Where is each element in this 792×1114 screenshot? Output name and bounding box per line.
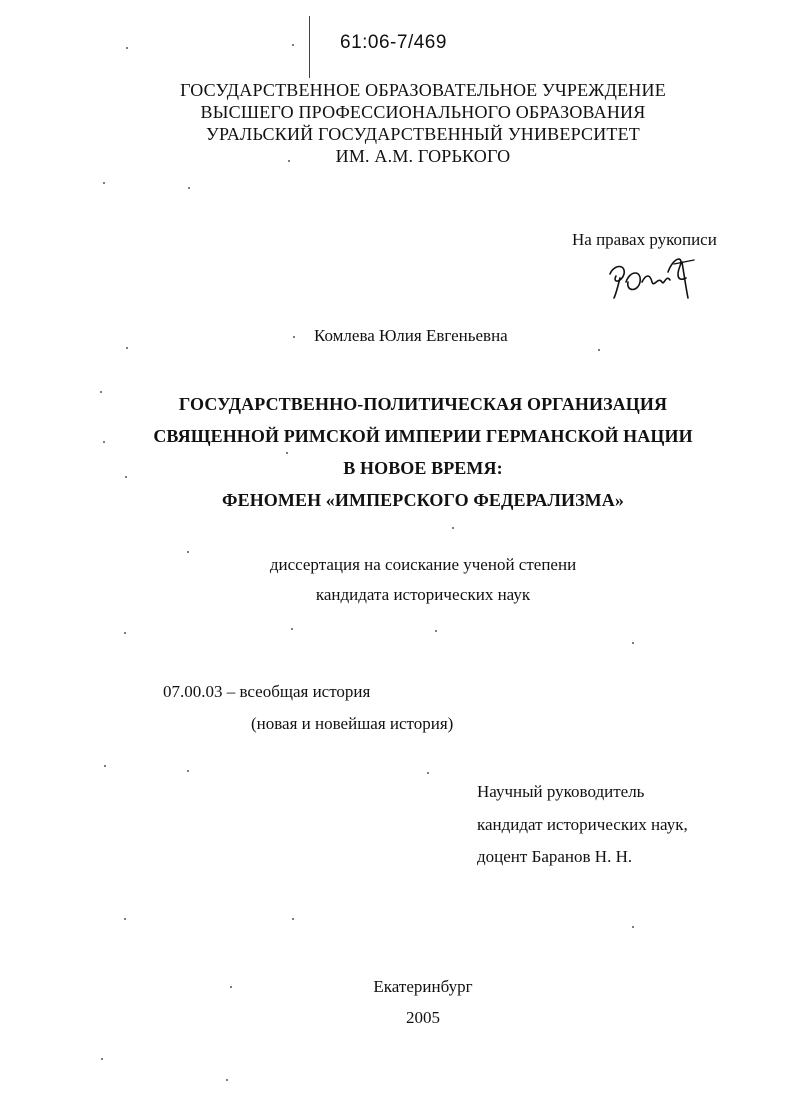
footer [0,971,792,1033]
scan-speck [291,628,293,630]
scan-speck [126,347,128,349]
scan-speck [104,765,106,767]
scan-speck [188,187,190,189]
title-line: ГОСУДАРСТВЕННО-ПОЛИТИЧЕСКАЯ ОРГАНИЗАЦИЯ [178,394,668,414]
institution-header [0,79,792,167]
scan-speck [226,1079,228,1081]
manuscript-note: На правах рукописи [572,230,717,249]
scan-speck [288,160,290,162]
title-line: ФЕНОМЕН «ИМПЕРСКОГО ФЕДЕРАЛИЗМА» [222,490,624,510]
scan-speck [435,630,437,632]
registry-number: 61:06-7/469 [340,32,447,53]
scan-speck [598,349,600,351]
dissertation-title [0,388,792,516]
scan-speck [293,336,295,338]
scan-speck [125,476,127,478]
degree-statement [0,550,792,610]
scan-speck [187,770,189,772]
scan-speck [100,391,102,393]
footer-city: Екатеринбург [373,977,473,996]
scan-speck [632,926,634,928]
degree-line: диссертация на соискание ученой степени [269,555,577,574]
institution-line: ИМ. А.М. ГОРЬКОГО [335,146,511,166]
footer-year: 2005 [406,1008,440,1027]
institution-line: ВЫСШЕГО ПРОФЕССИОНАЛЬНОГО ОБРАЗОВАНИЯ [200,102,646,122]
top-rule [309,16,310,78]
scan-speck [103,182,105,184]
scan-speck [292,918,294,920]
scan-speck [230,986,232,988]
scan-speck [101,1058,103,1060]
institution-line: УРАЛЬСКИЙ ГОСУДАРСТВЕННЫЙ УНИВЕРСИТЕТ [206,124,640,144]
degree-line: кандидата исторических наук [315,585,531,604]
title-line: СВЯЩЕННОЙ РИМСКОЙ ИМПЕРИИ ГЕРМАНСКОЙ НАЦИИ [153,426,693,446]
scan-speck [632,642,634,644]
institution-line: ГОСУДАРСТВЕННОЕ ОБРАЗОВАТЕЛЬНОЕ УЧРЕЖДЕНИЕ [180,80,666,100]
scan-speck [124,918,126,920]
handwritten-signature [604,252,700,302]
supervisor-line: доцент Баранов Н. Н. [477,847,633,866]
scan-speck [292,44,294,46]
scan-speck [126,47,128,49]
supervisor-line: Научный руководитель [477,782,645,801]
specialty-subtitle: (новая и новейшая история) [251,714,454,733]
scan-speck [286,452,288,454]
author-name: Комлева Юлия Евгеньевна [314,326,508,345]
supervisor-block [477,776,688,874]
specialty-code: 07.00.03 – всеобщая история [163,682,371,701]
scan-speck [187,551,189,553]
scan-speck [427,772,429,774]
supervisor-line: кандидат исторических наук, [477,814,688,834]
scan-speck [124,632,126,634]
scan-speck [452,527,454,529]
scan-speck [103,441,105,443]
title-line: В НОВОЕ ВРЕМЯ: [343,458,503,478]
